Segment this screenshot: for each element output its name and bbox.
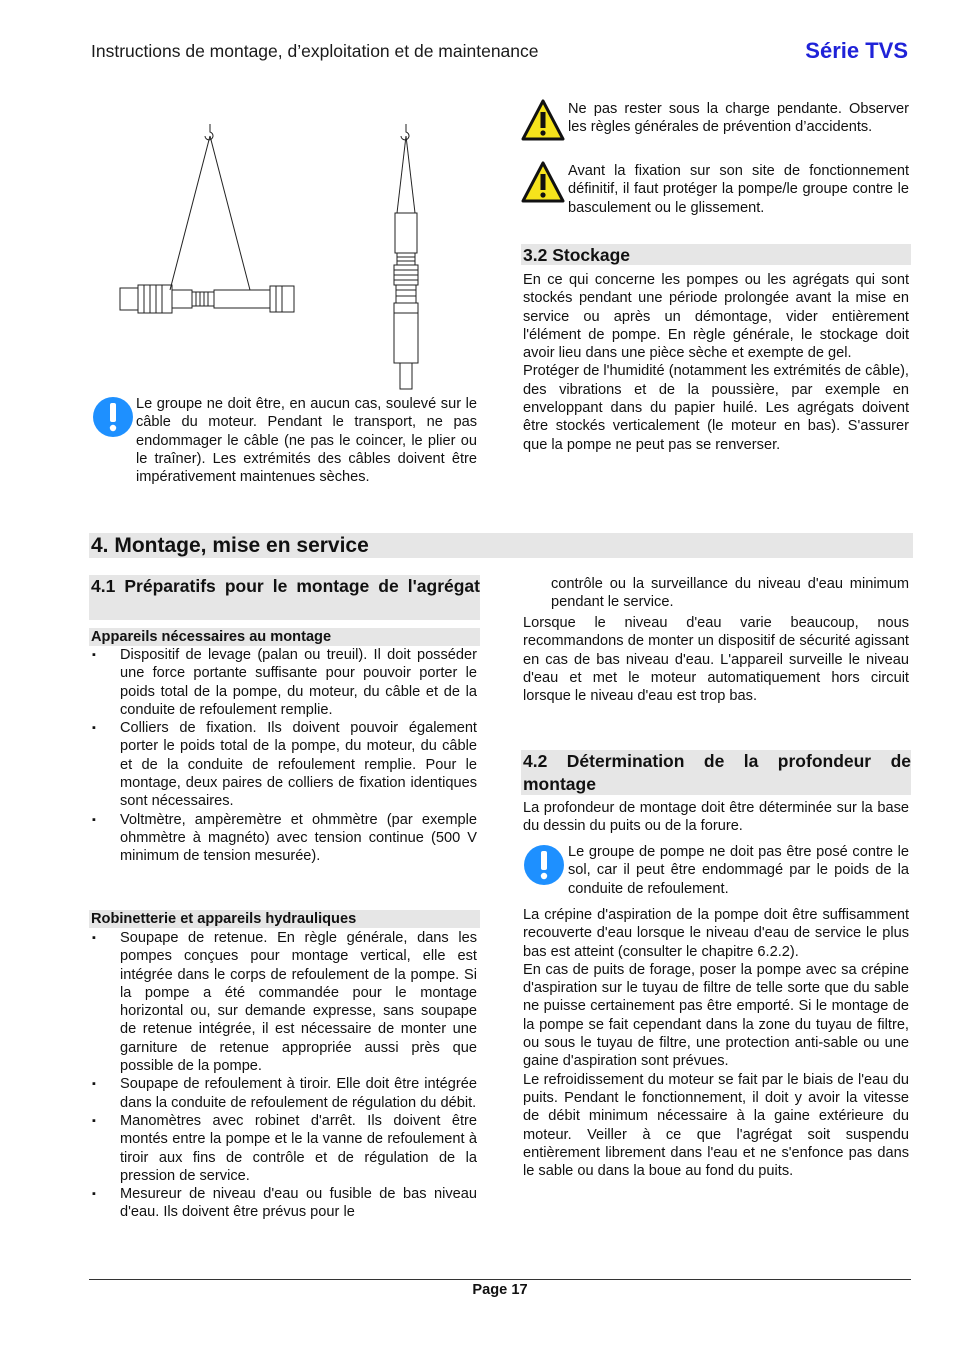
stockage-paragraph-1: En ce qui concerne les pompes ou les agrégats qui sont stockés pendant une période prolongée avant la mise en service ou après un démontage, vider entièrement l'élément de pompe. En règle générale, le stockage doit avoir lieu dans une pièce sèche et exempte de gel. bbox=[523, 272, 909, 362]
warning-text-1: Ne pas rester sous la charge pendante. Observer les règles générales de prévention d’accidents. bbox=[568, 101, 909, 136]
exclamation-circle-icon bbox=[523, 844, 565, 886]
list-item: ▪ Dispositif de levage (palan ou treuil). Il doit posséder une force portante suffisante pour pouvoir porter le poids total de la pompe, du moteur, du câble et de la conduite de refoulement remplie. bbox=[91, 646, 477, 719]
lifting-notice-text: Le groupe ne doit être, en aucun cas, soulevé sur le câble du moteur. Pendant le transport, ne pas endommager le câble (ne pas le coincer, le plier ou le traîner). Les extrémités des câbles doivent être impérativement maintenues sèches. bbox=[136, 396, 477, 486]
footer-divider bbox=[89, 1279, 911, 1280]
profondeur-notice-text: Le groupe de pompe ne doit pas être posé contre le sol, car il peut être endommagé par le poids de la conduite de refoulement. bbox=[568, 844, 909, 897]
list-item: ▪ Mesureur de niveau d'eau ou fusible de bas niveau d'eau. Ils doivent être prévus pour le bbox=[91, 1185, 477, 1222]
exclamation-circle-icon bbox=[92, 396, 134, 438]
profondeur-body bbox=[523, 906, 909, 1180]
appareils-heading: Appareils nécessaires au montage bbox=[89, 628, 480, 646]
list-item: ▪ Colliers de fixation. Ils doivent pouvoir également porter le poids total de la pompe, du moteur, du câble et de la conduite de refoulement remplie. Pour le montage, deux paires de colliers de fixation identiques sont nécessaires. bbox=[91, 719, 477, 810]
list-item: ▪ Soupape de refoulement à tiroir. Elle doit être intégrée dans la conduite de refoulement de régulation du débit. bbox=[91, 1075, 477, 1112]
section-4-2-heading: 4.2 Détermination de la profondeur de montage bbox=[523, 751, 911, 794]
document-header-title: Instructions de montage, d’exploitation et de maintenance bbox=[91, 41, 539, 61]
warning-text-2: Avant la fixation sur son site de fonctionnement définitif, il faut protéger la pompe/le groupe contre le basculement ou le glissement. bbox=[568, 163, 909, 216]
warning-triangle-icon bbox=[521, 99, 565, 141]
warning-triangle-icon bbox=[521, 161, 565, 203]
robinetterie-list bbox=[91, 929, 477, 1222]
list-item: ▪ Manomètres avec robinet d'arrêt. Ils doivent être montés entre la pompe et le la vanne de refoulement à tiroir aux fins de contrôle et de régulation de la pression de service. bbox=[91, 1112, 477, 1185]
list-item: ▪ Soupape de retenue. En règle générale, dans les pompes conçues pour montage vertical, elle est intégrée dans le corps de refoulement de la pompe. Si la pompe a été commandée pour le montage horizontal ou, sur demande expresse, sans soupape de retenue intégrée, il est nécessaire de monter une garniture de retenue appropriée aussi près que possible de la pompe. bbox=[91, 929, 477, 1075]
section-3-2-heading: 3.2 Stockage bbox=[521, 244, 911, 265]
profondeur-paragraph-3: En cas de puits de forage, poser la pompe avec sa crépine d'aspiration sur le tuyau de filtre de telle sorte que du sable ne puisse certainement pas être emporté. Si le montage de la pompe se fait cependant dans la zone du tuyau de filtre, ou sous le tuyau de filtre, une protection anti-sable ou une gaine d'aspiration sont prévues. bbox=[523, 961, 909, 1070]
profondeur-paragraph-1: La profondeur de montage doit être déterminée sur la base du dessin du puits ou de la forure. bbox=[523, 800, 909, 835]
stockage-paragraph-2: Protéger de l'humidité (notamment les extrémités de câble), des vibrations et de la poussière, par exemple en enveloppant dans du papier huilé. Les agrégats doivent être stockés verticalement (le moteur en bas). S'assurer que la pompe ne peut pas se renverser. bbox=[523, 363, 909, 453]
page-number: Page 17 bbox=[472, 1282, 528, 1298]
section-4-1-heading bbox=[89, 575, 480, 620]
appareils-list bbox=[91, 646, 477, 866]
profondeur-paragraph-4: Le refroidissement du moteur se fait par le biais de l'eau du puits. Pendant le fonctionnement, il doit y avoir la vitesse de débit minimum nécessaire à la gaine extérieure du moteur. Veiller à ce que l'agrégat soit suspendu entièrement librement dans l'eau et ne s'enfonce pas dans le sable ou dans la boue au fond du puits. bbox=[523, 1071, 909, 1180]
section-4-heading: 4. Montage, mise en service bbox=[89, 533, 913, 558]
profondeur-paragraph-2: La crépine d'aspiration de la pompe doit être suffisamment recouverte d'eau lorsque le niveau d'eau de service le plus bas est atteint (consulter le chapitre 6.2.2). bbox=[523, 907, 909, 960]
niveau-paragraph: Lorsque le niveau d'eau varie beaucoup, nous recommandons de monter un dispositif de sécurité agissant en cas de bas niveau d'eau. L'appareil surveille le niveau d'eau et met le moteur automatiquement hors circuit lorsque le niveau d'eau est trop bas. bbox=[523, 615, 909, 705]
robinetterie-heading: Robinetterie et appareils hydrauliques bbox=[89, 910, 480, 928]
list-continuation: contrôle ou la surveillance du niveau d'eau minimum pendant le service. bbox=[551, 576, 909, 611]
stockage-body bbox=[523, 271, 909, 454]
section-4-1-heading-text: 4.1 Préparatifs pour le montage de l'agrégat bbox=[91, 576, 480, 596]
pump-lifting-illustration bbox=[110, 118, 430, 393]
series-title: Série TVS bbox=[805, 38, 908, 63]
list-item: ▪ Voltmètre, ampèremètre et ohmmètre (par exemple ohmmètre à magnéto) avec tension continue (500 V minimum de tension mesurée). bbox=[91, 811, 477, 866]
